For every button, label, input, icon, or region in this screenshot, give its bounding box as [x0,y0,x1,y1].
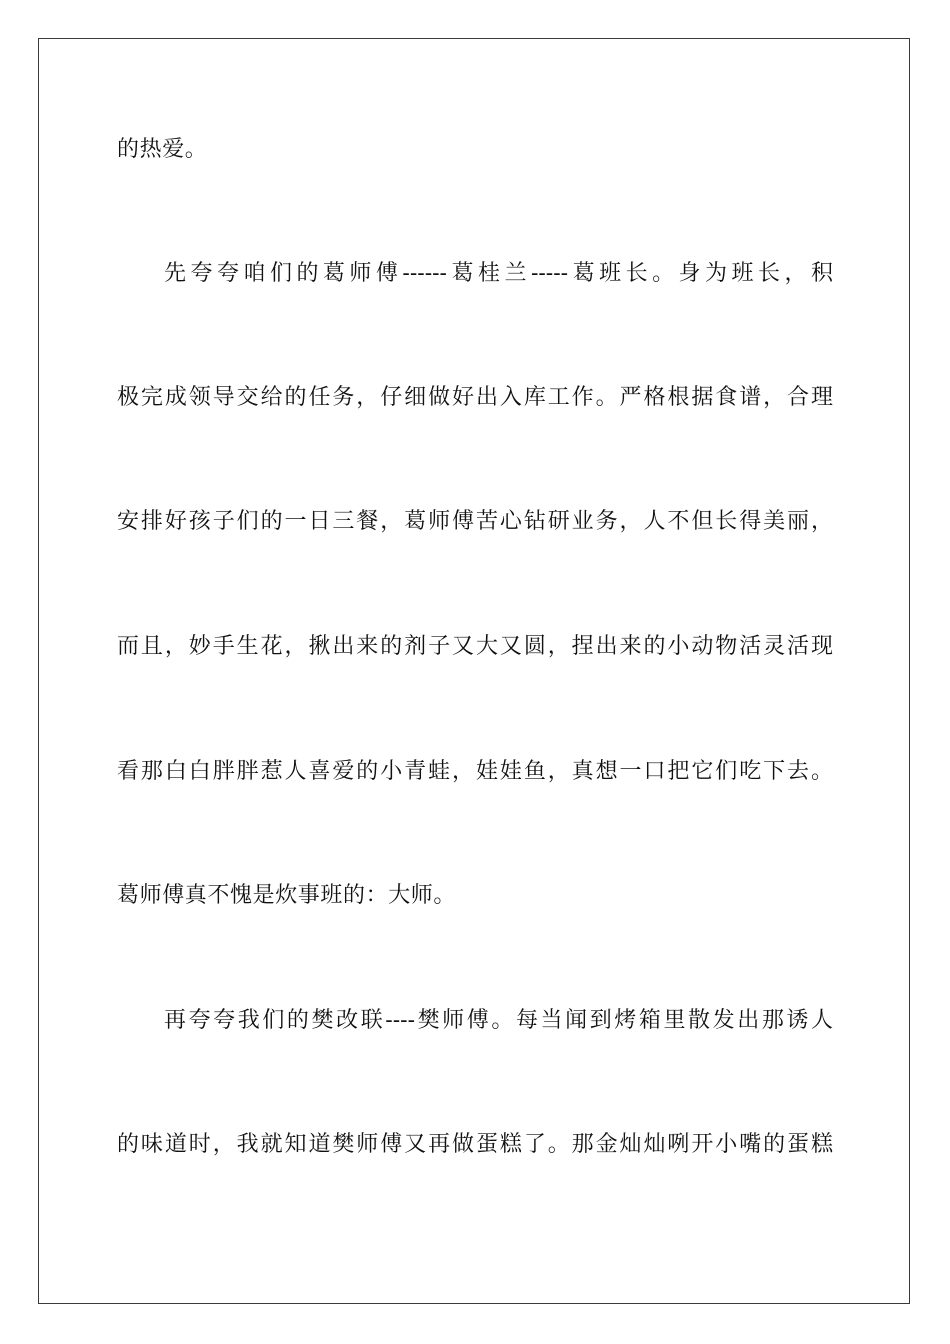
text-line-7: 葛师傅真不愧是炊事班的：大师。 [117,883,457,908]
text-line-4: 安排好孩子们的一日三餐，葛师傅苦心钻研业务，人不但长得美丽， [117,509,833,534]
text-line-8: 再夸夸我们的樊改联----樊师傅。每当闻到烤箱里散发出那诱人 [164,1008,833,1033]
text-line-5: 而且，妙手生花，揪出来的剂子又大又圆，捏出来的小动物活灵活现 [117,634,833,659]
text-line-9: 的味道时，我就知道樊师傅又再做蛋糕了。那金灿灿咧开小嘴的蛋糕 [117,1132,833,1157]
page-border [38,38,910,1304]
text-line-3: 极完成领导交给的任务，仔细做好出入库工作。严格根据食谱，合理 [117,385,833,410]
text-line-2: 先夸夸咱们的葛师傅------葛桂兰-----葛班长。身为班长，积 [164,261,833,286]
text-line-6: 看那白白胖胖惹人喜爱的小青蛙，娃娃鱼，真想一口把它们吃下去。 [117,759,833,784]
text-line-1: 的热爱。 [117,137,208,162]
